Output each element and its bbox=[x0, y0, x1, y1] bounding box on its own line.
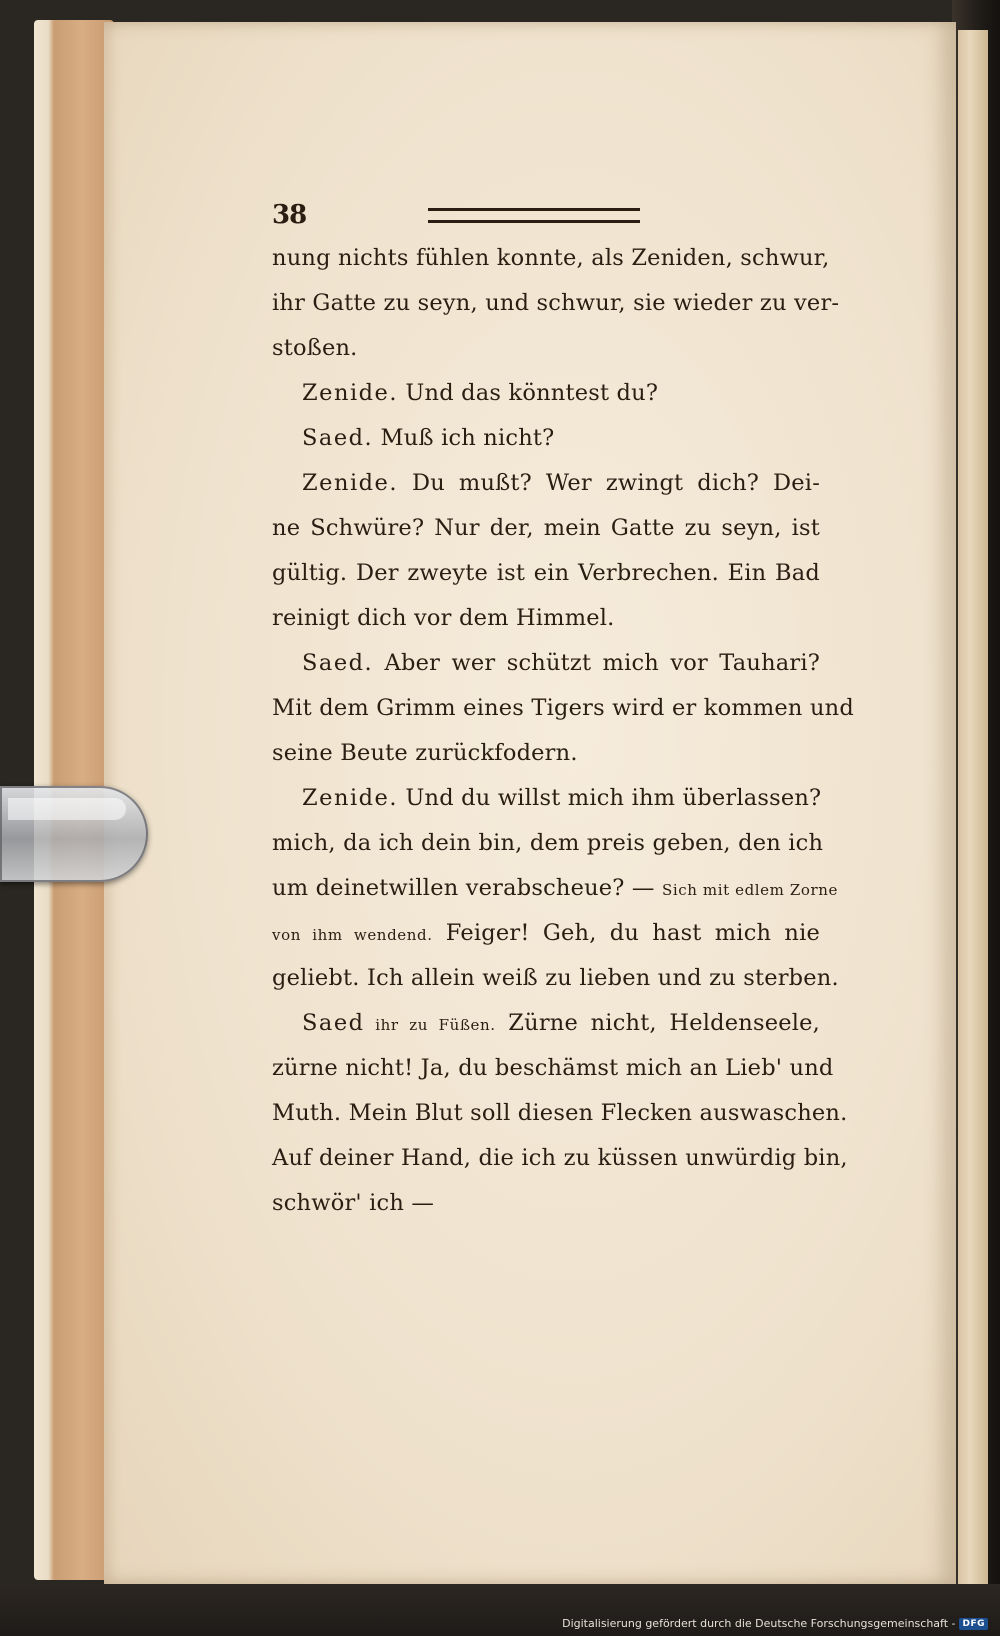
dialogue-line: Saed ihr zu Füßen. Zürne nicht, Heldenseele, bbox=[302, 1010, 820, 1036]
speaker-name: Zenide. bbox=[302, 470, 399, 496]
text-line: gültig. Der zweyte ist ein Verbrechen. Ein Bad bbox=[272, 560, 820, 586]
text-line: von ihm wendend. Feiger! Geh, du hast mich nie bbox=[272, 920, 820, 946]
text-line: ihr Gatte zu seyn, und schwur, sie wieder zu ver- bbox=[272, 290, 840, 316]
speaker-name: Saed bbox=[302, 1010, 365, 1036]
text-line: um deinetwillen verabscheue? — Sich mit edlem Zorne bbox=[272, 875, 839, 901]
text-line: mich, da ich dein bin, dem preis geben, den ich bbox=[272, 830, 824, 856]
speaker-name: Saed. bbox=[302, 650, 374, 676]
dialogue-line: Zenide. Und das könntest du? bbox=[302, 380, 659, 406]
next-page-edge bbox=[958, 30, 988, 1590]
dialogue-line: Saed. Aber wer schützt mich vor Tauhari? bbox=[302, 650, 820, 676]
stage-direction: von ihm wendend. bbox=[272, 926, 433, 944]
page-number: 38 bbox=[272, 200, 307, 230]
dialogue-line: Zenide. Und du willst mich ihm überlassen? bbox=[302, 785, 822, 811]
footer-strip bbox=[0, 1584, 1000, 1636]
page-text-block bbox=[272, 200, 854, 1226]
text-line: Mit dem Grimm eines Tigers wird er kommen und bbox=[272, 695, 854, 721]
text-line: stoßen. bbox=[272, 335, 358, 361]
stage-direction: ihr zu Füßen. bbox=[364, 1016, 496, 1034]
text-line: geliebt. Ich allein weiß zu lieben und zu sterben. bbox=[272, 965, 839, 991]
text-line: zürne nicht! Ja, du beschämst mich an Lieb' und bbox=[272, 1055, 834, 1081]
header-rule bbox=[428, 208, 640, 223]
dfg-logo-icon: DFG bbox=[959, 1618, 988, 1630]
text-line: reinigt dich vor dem Himmel. bbox=[272, 605, 615, 631]
digitization-credit bbox=[562, 1617, 988, 1630]
speaker-name: Zenide. bbox=[302, 380, 399, 406]
dialogue-line: Zenide. Du mußt? Wer zwingt dich? Dei- bbox=[302, 470, 820, 496]
text-line: Auf deiner Hand, die ich zu küssen unwürdig bin, bbox=[272, 1145, 848, 1171]
text-line: ne Schwüre? Nur der, mein Gatte zu seyn, ist bbox=[272, 515, 820, 541]
stage-direction: Sich mit edlem Zorne bbox=[661, 881, 839, 899]
credit-text: Digitalisierung gefördert durch die Deutsche Forschungsgemeinschaft - bbox=[562, 1617, 956, 1630]
dialogue-line: Saed. Muß ich nicht? bbox=[302, 425, 555, 451]
text-line: nung nichts fühlen konnte, als Zeniden, schwur, bbox=[272, 245, 830, 271]
text-line: seine Beute zurückfodern. bbox=[272, 740, 578, 766]
speaker-name: Zenide. bbox=[302, 785, 399, 811]
page-header bbox=[272, 200, 820, 236]
text-line: schwör' ich — bbox=[272, 1190, 435, 1216]
page-holder-clip bbox=[0, 786, 148, 882]
speaker-name: Saed. bbox=[302, 425, 374, 451]
text-line: Muth. Mein Blut soll diesen Flecken auswaschen. bbox=[272, 1100, 848, 1126]
